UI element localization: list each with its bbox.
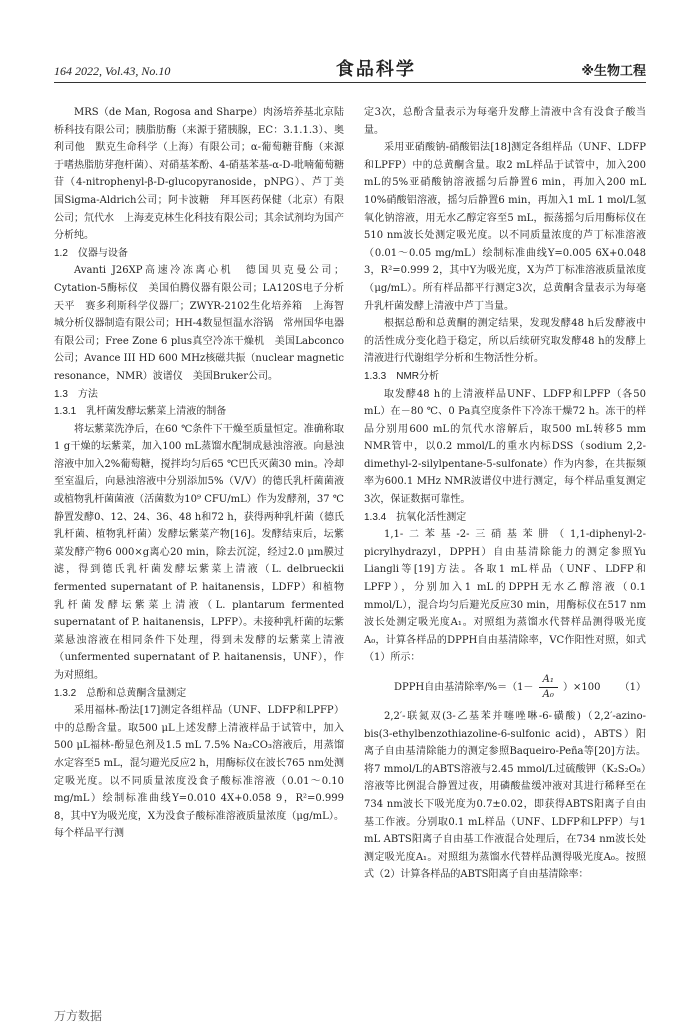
journal-title: 食品科学 bbox=[335, 59, 416, 80]
equation-1 bbox=[364, 673, 646, 702]
equation-numerator: A₁ bbox=[539, 673, 558, 688]
equation-denominator: A₀ bbox=[542, 689, 554, 700]
section-heading-1-3-4: 1.3.4 抗氧化活性测定 bbox=[364, 511, 467, 523]
right-column bbox=[364, 104, 646, 884]
flavonoid-paragraph: 采用亚硝酸钠-硝酸铝法[18]测定各组样品（UNF、LDFP和LPFP）中的总黄酮含量。取2 mL样品于试管中，加入200 mL的5%亚硝酸钠溶液摇匀后静置6 min，再加入200 mL 10%硝酸铝溶液，摇匀后静置6 min，再加入1 mL 1 mol/L氢氧化钠溶液，用无水乙醇定容至5 mL，振荡摇匀后用酶标仪在510 nm波长处测定吸光度。以不同质量浓度的芦丁标准溶液（0.01～0.05 mg/mL）绘制标准曲线Y=0.005 6X+0.048 3，R²=0.999 2，其中Y为吸光度，X为芦丁标准溶液质量浓度（μg/mL）。所有样品都平行测定3次，总黄酮含量表示为每毫升乳杆菌发酵上清液中芦丁当量。 bbox=[364, 142, 646, 312]
nmr-paragraph: 取发酵48 h的上清液样品UNF、LDFP和LPFP（各50 mL）在－80 ℃、0 Pa真空度条件下冷冻干燥72 h。冻干的样品分别用600 mL的氘代水溶解后，取500 mL转移5 mm NMR管中，以0.2 mmol/L的重水内标DSS（sodium 2,2-dimethyl-2-silylpentane-5-sulfonate）作为内参，在共振频率为600.1 MHz NMR波谱仪中进行测定，每个样品重复测定3次，保证数据可靠性。 bbox=[364, 388, 646, 506]
section-heading-1-3-2: 1.3.2 总酚和总黄酮含量测定 bbox=[54, 687, 187, 699]
section-label: ※生物工程 bbox=[581, 64, 646, 79]
phenol-continued-paragraph: 定3次，总酚含量表示为每毫升发酵上清液中含有没食子酸当量。 bbox=[364, 107, 646, 136]
equation-right: ）×100 bbox=[563, 682, 601, 693]
section-heading-1-2: 1.2 仪器与设备 bbox=[54, 247, 128, 259]
equation-left: DPPH自由基清除率/%＝（1－ bbox=[394, 682, 534, 693]
dpph-paragraph: 1,1-二苯基-2-三硝基苯肼（1,1-diphenyl-2-picrylhydrazyl，DPPH）自由基清除能力的测定参照Yu Liangli等[19]方法。各取1 mL样品（UNF、LDFP和LPFP），分别加入1 mL的DPPH无水乙醇溶液（0.1 mmol/L），混合均匀后避光反应30 min，用酶标仪在517 nm波长处测定吸光度A₁。对照组为蒸馏水代替样品测得吸光度A₀，计算各样品的DPPH自由基清除率，VC作阳性对照，如式（1）所示： bbox=[364, 529, 646, 664]
fermentation-paragraph: 将坛紫菜洗净后，在60 ℃条件下干燥至质量恒定。准确称取1 g干燥的坛紫菜，加入100 mL蒸馏水配制成悬浊溶液。向悬浊溶液中加入2%葡萄糖，搅拌均匀后65 ℃巴氏灭菌30 min。冷却至室温后，向悬浊溶液中分别添加5%（V/V）的德氏乳杆菌菌液或植物乳杆菌菌液（活菌数为10⁹ CFU/mL）作为发酵剂，37 ℃静置发酵0、12、24、36、48 h和72 h，获得两种乳杆菌（德氏乳杆菌、植物乳杆菌）发酵坛紫菜产物[16]。发酵结束后，坛紫菜发酵产物6 000×g离心20 min，除去沉淀，经过2.0 μm膜过滤，得到德氏乳杆菌发酵坛紫菜上清液（L. delbrueckii fermented supernatant of P. haitanensis，LDFP）和植物乳杆菌发酵坛紫菜上清液（L. plantarum fermented supernatant of P. haitanensis，LPFP）。未接种乳杆菌的坛紫菜悬浊溶液在相同条件下处理，得到未发酵的坛紫菜上清液（unfermented supernatant of P. haitanensis，UNF），作为对照组。 bbox=[54, 423, 344, 681]
section-heading-1-3-1: 1.3.1 乳杆菌发酵坛紫菜上清液的制备 bbox=[54, 406, 227, 418]
section-heading-1-3: 1.3 方法 bbox=[54, 388, 98, 400]
result-summary-paragraph: 根据总酚和总黄酮的测定结果，发现发酵48 h后发酵液中的活性成分变化趋于稳定，所以后续研究取发酵48 h的发酵上清液进行代谢组学分析和生物活性分析。 bbox=[364, 318, 646, 365]
equation-number: （1） bbox=[619, 681, 646, 693]
equation-fraction bbox=[539, 673, 558, 702]
page-number-volume: 164 2022, Vol.43, No.10 bbox=[54, 64, 171, 78]
materials-paragraph: MRS（de Man, Rogosa and Sharpe）肉汤培养基北京陆桥科技有限公司；胰脂肪酶（来源于猪胰腺，EC：3.1.1.3）、奥利司他 默克生命科学（上海）有限公司；α-葡萄糖苷酶（来源于嗜热脂肪芽孢杆菌）、对硝基苯酚、4-硝基苯基-α-D-吡喃葡萄糖苷（4-nitrophenyl-β-D-glucopyranoside，pNPG）、芦丁美国Sigma-Aldrich公司；阿卡波糖 拜耳医药保健（北京）有限公司；氘代水 上海麦克林生化科技有限公司；其余试剂均为国产分析纯。 bbox=[54, 107, 344, 242]
section-heading-1-3-3: 1.3.3 NMR分析 bbox=[364, 370, 440, 382]
total-phenol-paragraph: 采用福林-酚法[17]测定各组样品（UNF、LDFP和LPFP）中的总酚含量。取500 μL上述发酵上清液样品于试管中，加入500 μL福林-酚显色剂及1.5 mL 7.5% Na₂CO₃溶液后，用蒸馏水定容至5 mL，混匀避光反应2 h，用酶标仪在波长765 nm处测定吸光度。以不同质量浓度没食子酸标准溶液（0.01～0.10 mg/mL）绘制标准曲线Y=0.010 4X+0.058 9，R²=0.999 8，其中Y为吸光度，X为没食子酸标准溶液质量浓度（μg/mL）。每个样品平行测 bbox=[54, 705, 344, 840]
instruments-paragraph: Avanti J26XP高速冷冻离心机 德国贝克曼公司；Cytation-5酶标仪 美国伯腾仪器有限公司；LA120S电子分析天平 赛多利斯科学仪器厂；ZWYR-2102生化培养箱 上海智城分析仪器制造有限公司；HH-4数显恒温水浴锅 常州国华电器有限公司；Free Zone 6 plus真空冷冻干燥机 美国Labconco公司；Avance III HD 600 MHz核磁共振（nuclear magnetic resonance，NMR）波谱仪 美国Bruker公司。 bbox=[54, 265, 344, 382]
watermark-footer: 万方数据 bbox=[54, 1009, 103, 1023]
left-column bbox=[54, 104, 344, 843]
abts-paragraph: 2,2′-联氮双(3-乙基苯并噻唑啉-6-磺酸)（2,2′-azino-bis(3-ethylbenzothiazoline-6-sulfonic acid)，ABTS）阳离子自由基清除能力的测定参照Baqueiro-Peña等[20]方法。将7 mmol/L的ABTS溶液与2.45 mmol/L过硫酸钾（K₂S₂O₈）溶液等比例混合静置过夜，用磷酸盐缓冲液对其进行稀释至在734 nm波长下吸光度为0.7±0.02，即获得ABTS阳离子自由基工作液。分别取0.1 mL样品（UNF、LDFP和LPFP）与1 mL ABTS阳离子自由基工作液混合处理后，在734 nm波长处测定吸光度A₁。对照组为蒸馏水代替样品测得吸光度A₀。按照式（2）计算各样品的ABTS阳离子自由基清除率： bbox=[364, 711, 646, 881]
page-header bbox=[54, 58, 646, 83]
